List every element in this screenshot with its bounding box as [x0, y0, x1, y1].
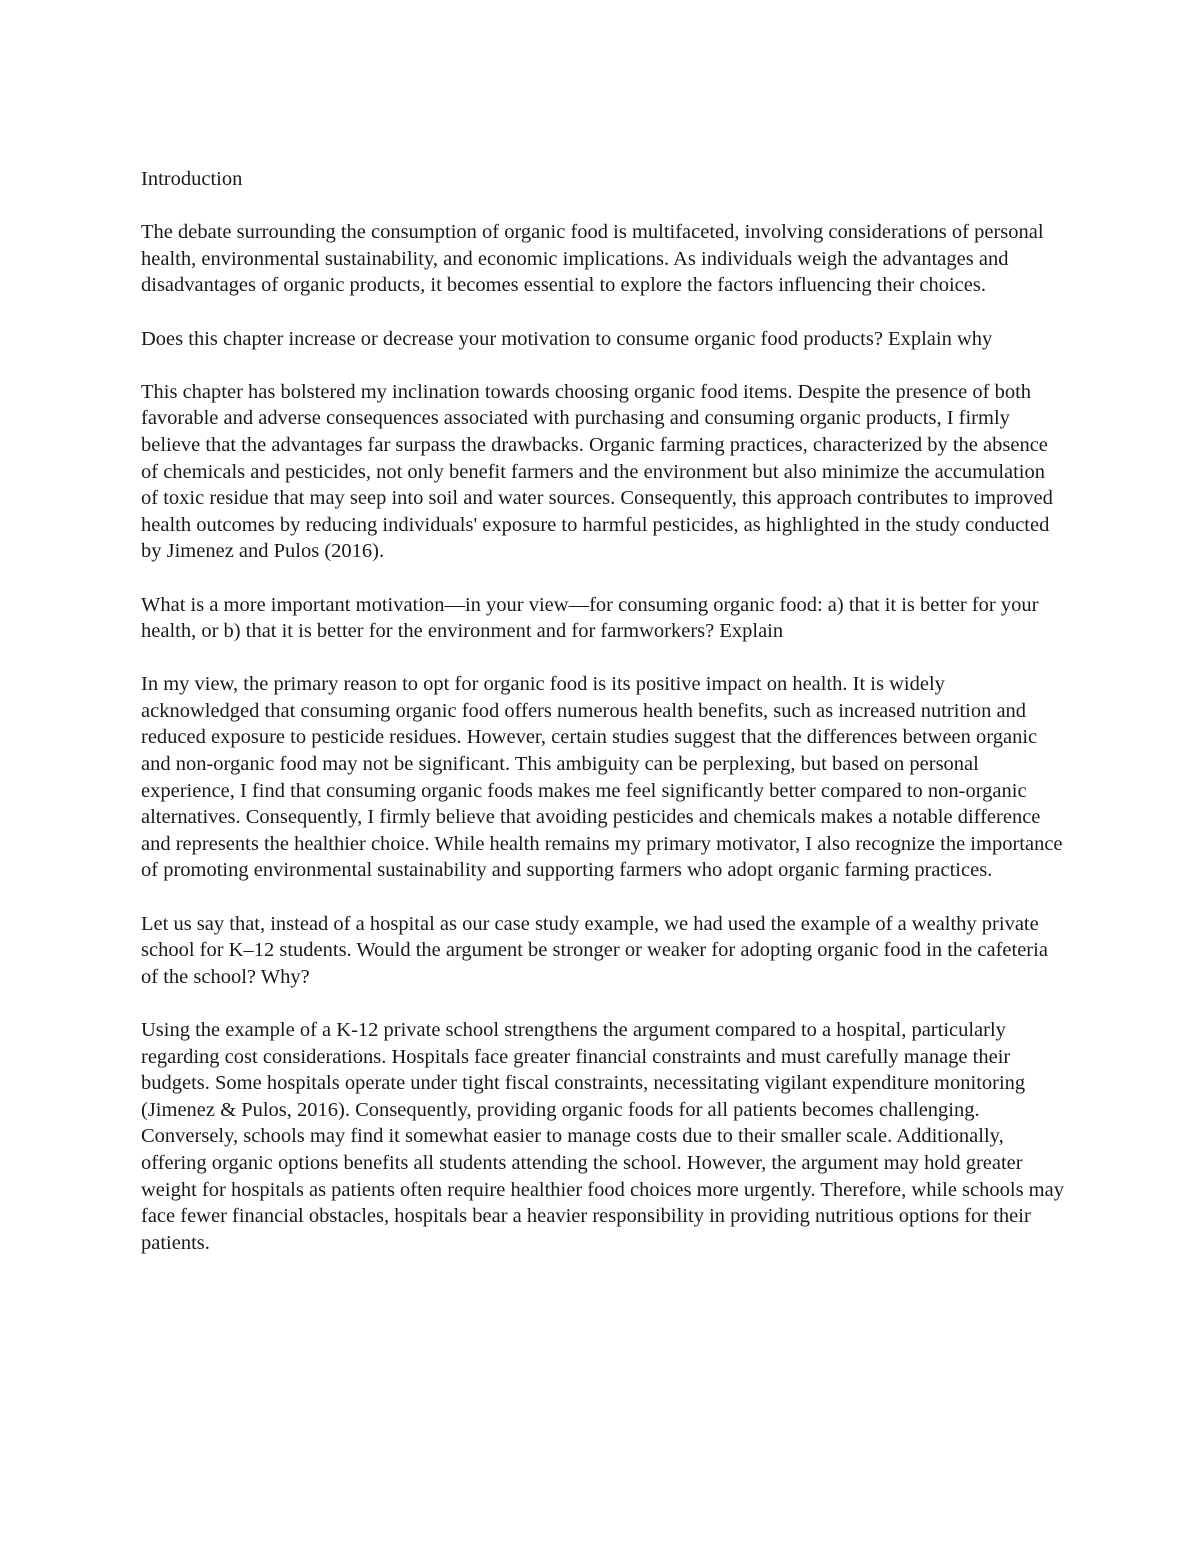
intro-paragraph: The debate surrounding the consumption of organic food is multifaceted, involving considerations of personal health, environmental sustainability, and economic implications. As individuals weigh the advantages and disadvantages of organic products, it becomes essential to explore the factors influencing their choices. [141, 221, 1044, 297]
question-3: Let us say that, instead of a hospital as our case study example, we had used the example of a wealthy private school for K–12 students. Would the argument be stronger or weaker for adopting organic food in the cafeteria of the school? Why? [141, 912, 1048, 988]
question-2: What is a more important motivation—in your view—for consuming organic food: a) that it is better for your health, or b) that it is better for the environment and for farmworkers? Explain [141, 593, 1039, 643]
document-heading: Introduction [141, 168, 243, 190]
answer-2: In my view, the primary reason to opt for organic food is its positive impact on health. It is widely acknowledged that consuming organic food offers numerous health benefits, such as increased nutrition and reduced exposure to pesticide residues. However, certain studies suggest that the differences between organic and non-organic food may not be significant. This ambiguity can be perplexing, but based on personal experience, I find that consuming organic foods makes me feel significantly better compared to non-organic alternatives. Consequently, I firmly believe that avoiding pesticides and chemicals makes a notable difference and represents the healthier choice. While health remains my primary motivator, I also recognize the importance of promoting environmental sustainability and supporting farmers who adopt organic farming practices. [141, 673, 1063, 882]
answer-1: This chapter has bolstered my inclination towards choosing organic food items. Despite the presence of both favorable and adverse consequences associated with purchasing and consuming organic products, I firmly believe that the advantages far surpass the drawbacks. Organic farming practices, characterized by the absence of chemicals and pesticides, not only benefit farmers and the environment but also minimize the accumulation of toxic residue that may seep into soil and water sources. Consequently, this approach contributes to improved health outcomes by reducing individuals' exposure to harmful pesticides, as highlighted in the study conducted by Jimenez and Pulos (2016). [141, 380, 1053, 563]
document-page [141, 166, 1066, 1283]
answer-3: Using the example of a K-12 private school strengthens the argument compared to a hospital, particularly regarding cost considerations. Hospitals face greater financial constraints and must carefully manage their budgets. Some hospitals operate under tight fiscal constraints, necessitating vigilant expenditure monitoring (Jimenez & Pulos, 2016). Consequently, providing organic foods for all patients becomes challenging. Conversely, schools may find it somewhat easier to manage costs due to their smaller scale. Additionally, offering organic options benefits all students attending the school. However, the argument may hold greater weight for hospitals as patients often require healthier food choices more urgently. Therefore, while schools may face fewer financial obstacles, hospitals bear a heavier responsibility in providing nutritious options for their patients. [141, 1019, 1064, 1254]
question-1: Does this chapter increase or decrease your motivation to consume organic food products? Explain why [141, 327, 993, 350]
